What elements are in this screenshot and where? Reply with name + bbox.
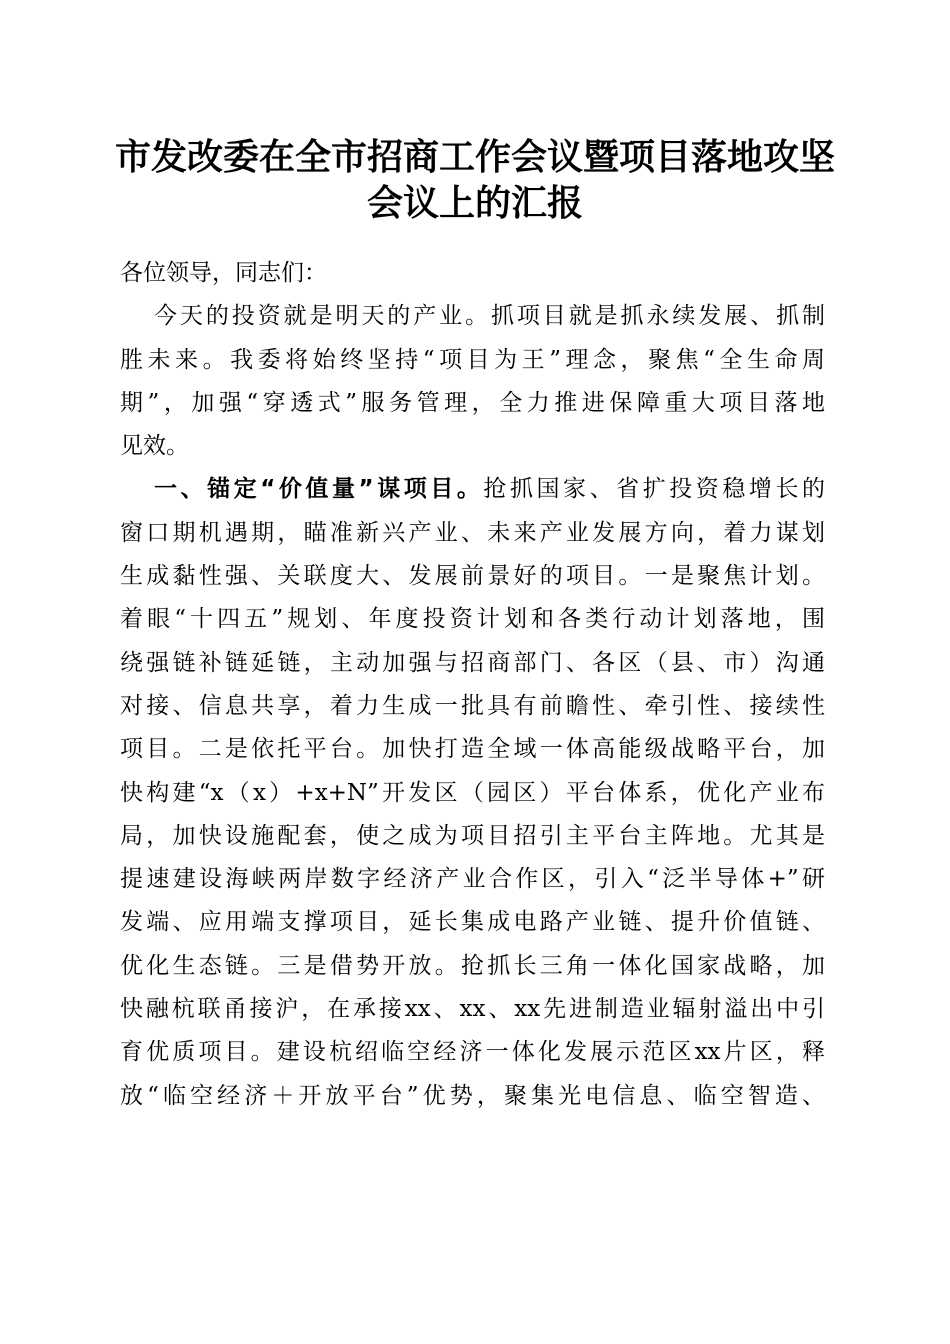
section-1-line: 局，加快设施配套，使之成为项目招引主平台主阵地。尤其是 (120, 822, 825, 849)
section-1-line: 放“临空经济＋开放平台”优势，聚集光电信息、临空智造、 (120, 1082, 825, 1109)
section-1-line: 着眼“十四五”规划、年度投资计划和各类行动计划落地，围 (120, 606, 825, 633)
section-1-line: 提速建设海峡两岸数字经济产业合作区，引入“泛半导体+”研 (120, 866, 825, 893)
section-1-line: 优化生态链。三是借势开放。抢抓长三角一体化国家战略，加 (120, 952, 825, 979)
intro-paragraph (120, 295, 825, 468)
section-1-line: 项目。二是依托平台。加快打造全域一体高能级战略平台，加 (120, 736, 825, 763)
section-1-paragraph (120, 468, 825, 1117)
section-1-line: 绕强链补链延链，主动加强与招商部门、各区（县、市）沟通 (120, 649, 825, 676)
intro-line-2: 胜未来。我委将始终坚持“项目为王”理念，聚焦“全生命周 (120, 346, 825, 373)
document-body (120, 252, 825, 1118)
section-1-first-line (120, 468, 825, 511)
document-title (110, 134, 840, 226)
title-line-1: 市发改委在全市招商工作会议暨项目落地攻坚 (114, 136, 835, 178)
section-1-first-line-rest: 抢抓国家、省扩投资稳增长的 (483, 476, 825, 503)
section-1-line: 窗口期机遇期，瞄准新兴产业、未来产业发展方向，着力谋划 (120, 519, 825, 546)
section-1-line: 快构建“x（x）+x+N”开发区（园区）平台体系，优化产业布 (120, 779, 825, 806)
section-1-line: 对接、信息共享，着力生成一批具有前瞻性、牵引性、接续性 (120, 692, 825, 719)
section-1-line: 育优质项目。建设杭绍临空经济一体化发展示范区xx片区，释 (120, 1039, 825, 1066)
intro-line-1: 今天的投资就是明天的产业。抓项目就是抓永续发展、抓制 (154, 303, 825, 330)
title-line-2: 会议上的汇报 (366, 182, 583, 224)
section-1-line: 生成黏性强、关联度大、发展前景好的项目。一是聚焦计划。 (120, 563, 825, 590)
intro-line-4: 见效。 (120, 433, 189, 460)
section-1-heading: 一、锚定“价值量”谋项目。 (154, 476, 484, 503)
salutation: 各位领导，同志们： (120, 260, 327, 286)
intro-line-3: 期”，加强“穿透式”服务管理，全力推进保障重大项目落地 (120, 389, 825, 416)
section-1-line: 发端、应用端支撑项目，延长集成电路产业链、提升价值链、 (120, 909, 825, 936)
section-1-line: 快融杭联甬接沪，在承接xx、xx、xx先进制造业辐射溢出中引 (120, 996, 825, 1023)
